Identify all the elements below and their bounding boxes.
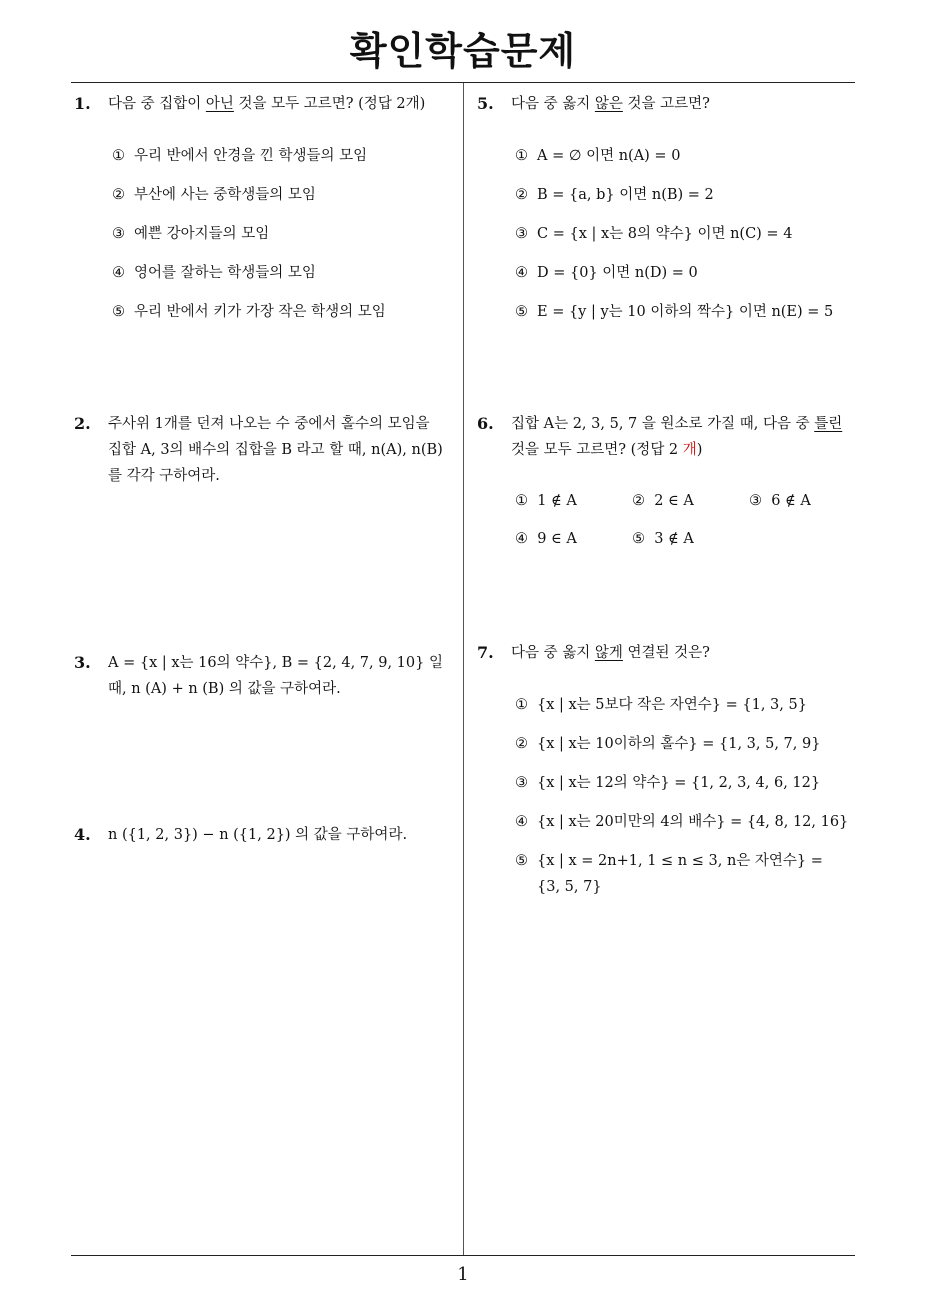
question-text: 다음 중 옳지 않은 것을 고르면? <box>511 96 710 112</box>
question-7 <box>477 640 861 900</box>
option-row-2 <box>515 526 861 552</box>
emphasis-underline: 않게 <box>594 645 623 661</box>
option-1[interactable]: ① 1 ∉ A <box>515 493 577 509</box>
option-2[interactable]: ② 2 ∈ A <box>632 493 694 509</box>
question-number: 1. <box>74 94 91 113</box>
question-4 <box>74 822 458 852</box>
emphasis-underline: 틀린 <box>814 416 843 432</box>
option-list <box>515 692 857 908</box>
option-4[interactable]: ④ {x | x는 20미만의 4의 배수} = {4, 8, 12, 16} <box>515 814 849 830</box>
option-4[interactable]: ④ D = {0} 이면 n(D) = 0 <box>515 265 698 281</box>
emphasis-underline: 않은 <box>594 96 623 112</box>
option-2[interactable]: ② {x | x는 10이하의 홀수} = {1, 3, 5, 7, 9} <box>515 736 821 752</box>
question-5 <box>477 91 861 331</box>
option-5[interactable]: ⑤ 3 ∉ A <box>632 531 694 547</box>
question-number: 7. <box>477 643 494 662</box>
option-1[interactable]: ① A = ∅ 이면 n(A) = 0 <box>515 148 681 164</box>
question-text: n ({1, 2, 3}) − n ({1, 2}) 의 값을 구하여라. <box>108 827 408 843</box>
option-3[interactable]: ③ 예쁜 강아지들의 모임 <box>112 226 270 242</box>
option-2[interactable]: ② 부산에 사는 중학생들의 모임 <box>112 187 316 203</box>
option-1[interactable]: ① {x | x는 5보다 작은 자연수} = {1, 3, 5} <box>515 697 807 713</box>
option-4[interactable]: ④ 9 ∈ A <box>515 531 577 547</box>
option-3[interactable]: ③ 6 ∉ A <box>749 493 811 509</box>
option-3[interactable]: ③ C = {x | x는 8의 약수} 이면 n(C) = 4 <box>515 226 793 242</box>
option-list <box>515 143 861 338</box>
question-text: A = {x | x는 16의 약수}, B = {2, 4, 7, 9, 10} 일 때, n (A) + n (B) 의 값을 구하여라. <box>108 655 443 697</box>
page-title: 확인학습문제 <box>349 29 577 73</box>
question-3 <box>74 650 458 710</box>
question-number: 5. <box>477 94 494 113</box>
red-highlight: 개 <box>682 442 697 458</box>
question-1 <box>74 91 458 331</box>
question-2 <box>74 411 458 501</box>
question-text: 다음 중 옳지 않게 연결된 것은? <box>511 645 710 661</box>
option-row-1 <box>515 488 861 514</box>
question-text: 다음 중 집합이 아닌 것을 모두 고르면? (정답 2개) <box>108 96 426 112</box>
question-number: 2. <box>74 414 91 433</box>
question-text: 주사위 1개를 던져 나오는 수 중에서 홀수의 모임을 집합 A, 3의 배수의 집합을 B 라고 할 때, n(A), n(B) 를 각각 구하여라. <box>108 416 443 484</box>
bottom-rule <box>71 1255 855 1256</box>
option-1[interactable]: ① 우리 반에서 안경을 낀 학생들의 모임 <box>112 148 368 164</box>
option-2[interactable]: ② B = {a, b} 이면 n(B) = 2 <box>515 187 714 203</box>
column-divider <box>463 83 464 1255</box>
option-5[interactable]: ⑤ 우리 반에서 키가 가장 작은 학생의 모임 <box>112 304 386 320</box>
option-3[interactable]: ③ {x | x는 12의 약수} = {1, 2, 3, 4, 6, 12} <box>515 775 821 791</box>
question-number: 4. <box>74 825 91 844</box>
emphasis-underline: 아닌 <box>205 96 234 112</box>
question-number: 6. <box>477 414 494 433</box>
question-6 <box>477 411 861 561</box>
option-4[interactable]: ④ 영어를 잘하는 학생들의 모임 <box>112 265 316 281</box>
option-list <box>112 143 458 338</box>
question-number: 3. <box>74 653 91 672</box>
question-text: 집합 A는 2, 3, 5, 7 을 원소로 가질 때, 다음 중 틀린 것을 모두 고르면? (정답 2 개) <box>511 416 843 458</box>
option-5[interactable]: ⑤ E = {y | y는 10 이하의 짝수} 이면 n(E) = 5 <box>515 304 834 320</box>
page-number: 1 <box>457 1264 469 1285</box>
option-5[interactable]: ⑤ {x | x = 2n+1, 1 ≤ n ≤ 3, n은 자연수} = {3, 5, 7} <box>515 853 823 895</box>
